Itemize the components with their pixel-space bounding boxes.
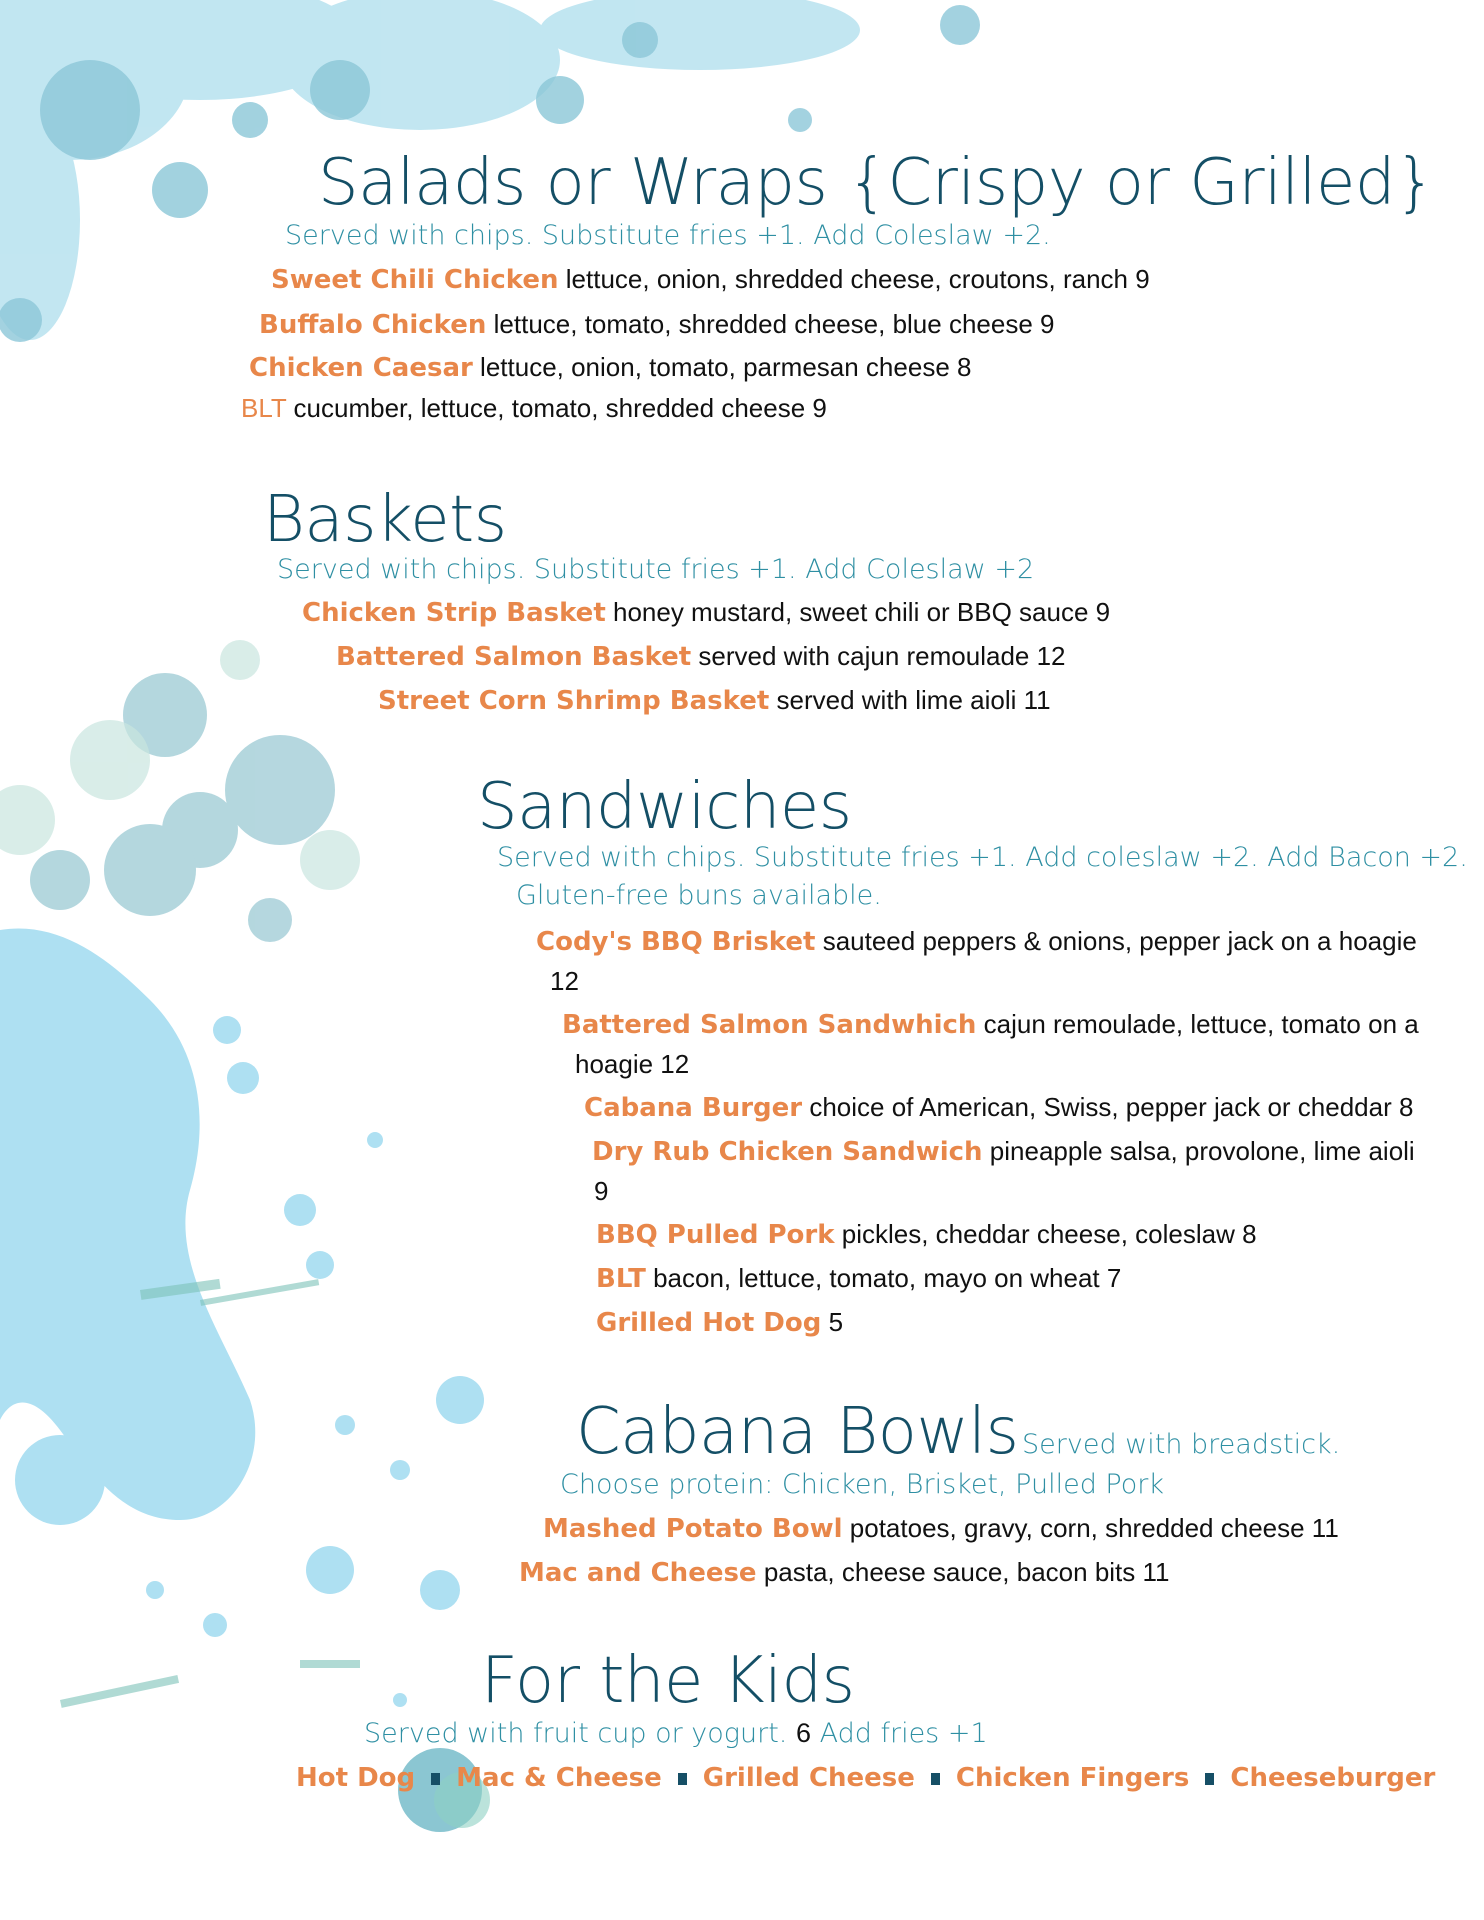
item-description: lettuce, onion, shredded cheese, croutons, ranch 9 [565, 264, 1150, 294]
salads-heading: Salads or Wraps {Crispy or Grilled} [318, 146, 1436, 220]
item-name: Chicken Strip Basket [302, 598, 606, 628]
menu-item [596, 1263, 1121, 1294]
kids-subtitle-served: Served with fruit cup or yogurt. [364, 1718, 788, 1749]
kids-item-list [296, 1762, 1435, 1793]
item-name: Grilled Hot Dog [596, 1308, 822, 1338]
item-name: Battered Salmon Basket [336, 642, 692, 672]
item-name: Chicken Caesar [249, 353, 473, 383]
sandwiches-subtitle: Served with chips. Substitute fries +1. Add coleslaw +2. Add Bacon +2. [497, 842, 1468, 873]
kids-item: Cheeseburger [1230, 1763, 1436, 1793]
item-name: BBQ Pulled Pork [596, 1220, 835, 1250]
kids-subtitle [364, 1718, 988, 1749]
item-description: lettuce, tomato, shredded cheese, blue cheese 9 [493, 309, 1055, 339]
item-description: pickles, cheddar cheese, coleslaw 8 [841, 1219, 1257, 1249]
menu-item [241, 393, 827, 424]
separator-square [431, 1773, 440, 1785]
separator-square [931, 1773, 940, 1785]
item-description: lettuce, onion, tomato, parmesan cheese 8 [480, 352, 972, 382]
menu-item [378, 685, 1051, 716]
item-description: cucumber, lettuce, tomato, shredded cheese 9 [293, 393, 827, 423]
kids-heading: For the Kids [481, 1644, 855, 1718]
item-description: pasta, cheese sauce, bacon bits 11 [763, 1557, 1170, 1587]
bowls-subtitle-protein: Choose protein: Chicken, Brisket, Pulled Pork [560, 1469, 1165, 1500]
menu-item [592, 1136, 1415, 1167]
item-description: potatoes, gravy, corn, shredded cheese 11 [849, 1513, 1339, 1543]
menu-item [536, 926, 1417, 957]
item-name: Battered Salmon Sandwhich [562, 1010, 977, 1040]
bowls-heading: Cabana Bowls [576, 1395, 1019, 1469]
kids-price: 6 [795, 1718, 812, 1748]
menu-item [519, 1557, 1170, 1588]
menu-item [596, 1219, 1257, 1250]
menu-item [271, 264, 1150, 295]
item-description-continued: hoagie 12 [575, 1049, 690, 1079]
item-name: Sweet Chili Chicken [271, 265, 559, 295]
menu-item [336, 641, 1066, 672]
menu-item [596, 1307, 843, 1338]
item-name: Dry Rub Chicken Sandwich [592, 1137, 983, 1167]
kids-item: Chicken Fingers [955, 1763, 1190, 1793]
menu-item [562, 1009, 1419, 1040]
item-description: choice of American, Swiss, pepper jack or cheddar 8 [809, 1092, 1414, 1122]
item-description: sauteed peppers & onions, pepper jack on a hoagie [822, 926, 1417, 956]
item-description: cajun remoulade, lettuce, tomato on a [983, 1009, 1419, 1039]
item-description-continued: 12 [550, 966, 579, 996]
item-name: BLT [596, 1264, 646, 1294]
item-description-continued: 9 [594, 1176, 609, 1206]
menu-item [302, 597, 1110, 628]
kids-item: Grilled Cheese [702, 1763, 915, 1793]
sandwiches-heading: Sandwiches [477, 770, 852, 844]
menu-item [249, 352, 971, 383]
baskets-heading: Baskets [263, 483, 507, 557]
baskets-subtitle: Served with chips. Substitute fries +1. Add Coleslaw +2 [277, 554, 1035, 585]
menu-item [259, 309, 1054, 340]
sandwiches-subtitle-gluten-free: Gluten-free buns available. [516, 880, 882, 911]
salads-subtitle: Served with chips. Substitute fries +1. Add Coleslaw +2. [285, 220, 1051, 251]
menu-item [584, 1092, 1413, 1123]
item-description: bacon, lettuce, tomato, mayo on wheat 7 [653, 1263, 1122, 1293]
kids-item: Hot Dog [296, 1763, 416, 1793]
item-name: Cabana Burger [584, 1093, 803, 1123]
item-name: Buffalo Chicken [259, 310, 487, 340]
kids-item: Mac & Cheese [456, 1763, 662, 1793]
kids-subtitle-fries: Add fries +1 [819, 1718, 988, 1749]
item-description: 5 [828, 1307, 844, 1337]
item-name: Mac and Cheese [519, 1558, 757, 1588]
item-name: Cody's BBQ Brisket [536, 927, 816, 957]
menu-item [543, 1513, 1339, 1544]
item-description: pineapple salsa, provolone, lime aioli [989, 1136, 1415, 1166]
item-description: honey mustard, sweet chili or BBQ sauce 9 [612, 597, 1111, 627]
bowls-subtitle-inline: Served with breadstick. [1022, 1429, 1341, 1460]
item-name: BLT [241, 393, 287, 423]
separator-square [1205, 1773, 1214, 1785]
item-description: served with lime aioli 11 [776, 685, 1051, 715]
item-name: Street Corn Shrimp Basket [378, 686, 770, 716]
item-description: served with cajun remoulade 12 [698, 641, 1066, 671]
separator-square [678, 1773, 687, 1785]
item-name: Mashed Potato Bowl [543, 1514, 843, 1544]
